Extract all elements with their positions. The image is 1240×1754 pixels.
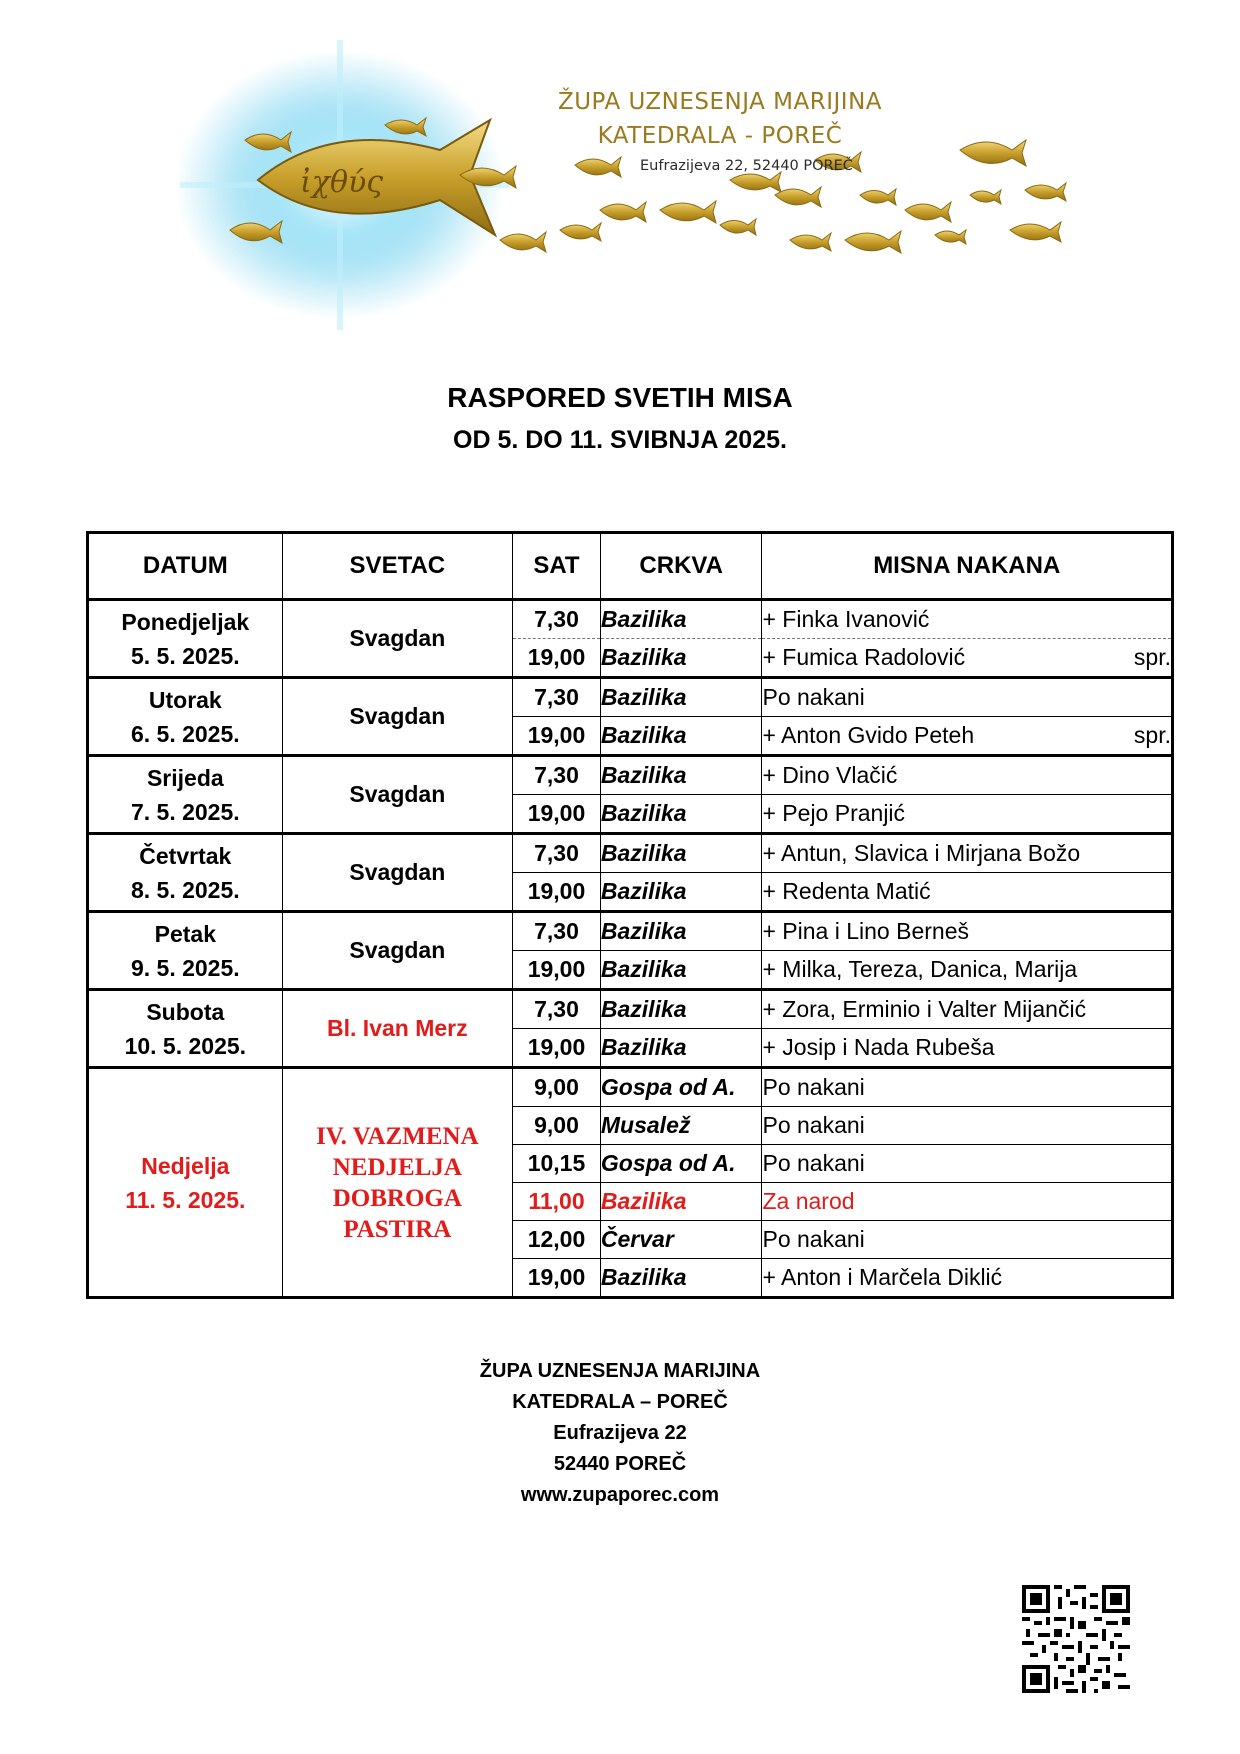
header-sat: SAT: [513, 533, 601, 600]
time-cell: 7,30: [513, 756, 601, 795]
page-title-block: [0, 376, 1240, 460]
church-cell: Bazilika: [600, 639, 762, 678]
intention-cell: [762, 678, 1173, 717]
intention-text: Po nakani: [762, 684, 865, 710]
church-cell: Bazilika: [600, 1259, 762, 1298]
intention-text: + Anton Gvido Peteh: [762, 722, 975, 748]
intention-cell: [762, 834, 1173, 873]
parish-name-block: [520, 85, 920, 179]
header-crkva: CRKVA: [600, 533, 762, 600]
date-cell: [88, 756, 283, 834]
intention-cell: [762, 795, 1173, 834]
saint-line: IV. VAZMENA: [316, 1122, 479, 1150]
time-cell: 12,00: [513, 1221, 601, 1259]
intention-text: + Redenta Matić: [762, 878, 931, 904]
intention-text: + Fumica Radolović: [762, 644, 966, 670]
time-cell: 9,00: [513, 1068, 601, 1107]
saint-cell: [282, 1068, 512, 1298]
time-cell: 7,30: [513, 834, 601, 873]
parish-address: Eufrazijeva 22, 52440 POREČ: [640, 158, 853, 174]
intention-text: Po nakani: [762, 1150, 865, 1176]
table-row: [88, 678, 1173, 717]
intention-text: + Josip i Nada Rubeša: [762, 1034, 995, 1060]
intention-note: spr.: [1133, 722, 1171, 748]
church-cell: Bazilika: [600, 756, 762, 795]
day-date: 8. 5. 2025.: [130, 876, 240, 903]
intention-text: + Zora, Erminio i Valter Mijančić: [762, 996, 1087, 1022]
page-title: RASPORED SVETIH MISA: [447, 382, 793, 413]
saint-cell: Svagdan: [282, 756, 512, 834]
church-cell: Bazilika: [600, 1029, 762, 1068]
church-cell: Červar: [600, 1221, 762, 1259]
time-cell: 10,15: [513, 1145, 601, 1183]
time-cell: 19,00: [513, 795, 601, 834]
day-date: 6. 5. 2025.: [130, 720, 240, 747]
church-cell: Bazilika: [600, 834, 762, 873]
church-cell: Bazilika: [600, 600, 762, 639]
table-row: [88, 912, 1173, 951]
intention-text: + Pejo Pranjić: [762, 800, 906, 826]
day-name: Ponedjeljak: [121, 608, 250, 635]
time-cell: 7,30: [513, 678, 601, 717]
church-cell: Bazilika: [600, 990, 762, 1029]
intention-text: Po nakani: [762, 1112, 865, 1138]
church-cell: Bazilika: [600, 1183, 762, 1221]
mass-schedule-table: [86, 531, 1174, 1299]
intention-cell: [762, 756, 1173, 795]
church-cell: Musalež: [600, 1107, 762, 1145]
day-name: Subota: [146, 998, 225, 1025]
table-row: [88, 600, 1173, 639]
intention-cell: [762, 1259, 1173, 1298]
time-cell: 7,30: [513, 912, 601, 951]
time-cell: 19,00: [513, 951, 601, 990]
day-name: Petak: [154, 920, 216, 947]
date-cell: [88, 912, 283, 990]
church-cell: Bazilika: [600, 951, 762, 990]
intention-cell: [762, 717, 1173, 756]
day-name: Utorak: [148, 686, 222, 713]
day-date: 5. 5. 2025.: [130, 642, 240, 669]
church-cell: Bazilika: [600, 873, 762, 912]
intention-cell: [762, 912, 1173, 951]
intention-text: + Antun, Slavica i Mirjana Božo: [762, 840, 1081, 866]
day-date: 11. 5. 2025.: [125, 1186, 246, 1213]
header: [0, 0, 1240, 340]
saint-cell: Svagdan: [282, 600, 512, 678]
footer-city: 52440 POREČ: [553, 1453, 687, 1475]
qr-code-icon: [1022, 1585, 1130, 1693]
parish-cathedral: KATEDRALA - POREČ: [597, 123, 843, 149]
time-cell: 9,00: [513, 1107, 601, 1145]
intention-cell: [762, 873, 1173, 912]
saint-cell: Svagdan: [282, 912, 512, 990]
intention-text: Po nakani: [762, 1226, 865, 1252]
time-cell: 7,30: [513, 990, 601, 1029]
intention-text: + Milka, Tereza, Danica, Marija: [762, 956, 1078, 982]
saint-cell: Svagdan: [282, 678, 512, 756]
date-cell: [88, 990, 283, 1068]
intention-text: + Anton i Marčela Diklić: [762, 1264, 1003, 1290]
header-datum: DATUM: [88, 533, 283, 600]
time-cell: 11,00: [513, 1183, 601, 1221]
church-cell: Bazilika: [600, 795, 762, 834]
footer-street: Eufrazijeva 22: [553, 1422, 687, 1444]
day-date: 10. 5. 2025.: [124, 1032, 247, 1059]
intention-cell: [762, 1221, 1173, 1259]
parish-name: ŽUPA UZNESENJA MARIJINA: [557, 89, 883, 115]
intention-note: spr.: [1133, 644, 1171, 670]
intention-cell: [762, 1068, 1173, 1107]
time-cell: 19,00: [513, 639, 601, 678]
date-cell: [88, 600, 283, 678]
intention-cell: [762, 1183, 1173, 1221]
footer-parish-name: ŽUPA UZNESENJA MARIJINA: [479, 1360, 761, 1382]
footer-website[interactable]: www.zupaporec.com: [520, 1484, 720, 1506]
church-cell: Bazilika: [600, 912, 762, 951]
intention-cell: [762, 1029, 1173, 1068]
footer-address: [0, 1356, 1240, 1511]
intention-cell: [762, 1145, 1173, 1183]
header-misna-nakana: MISNA NAKANA: [762, 533, 1173, 600]
saint-line: PASTIRA: [343, 1215, 452, 1243]
date-cell: [88, 678, 283, 756]
time-cell: 19,00: [513, 717, 601, 756]
saint-cell: Bl. Ivan Merz: [282, 990, 512, 1068]
time-cell: 7,30: [513, 600, 601, 639]
table-header-row: [88, 533, 1173, 600]
intention-cell: [762, 951, 1173, 990]
day-name: Četvrtak: [139, 842, 232, 869]
saint-cell: Svagdan: [282, 834, 512, 912]
table-row: [88, 1068, 1173, 1107]
day-date: 9. 5. 2025.: [130, 954, 240, 981]
day-date: 7. 5. 2025.: [130, 798, 240, 825]
time-cell: 19,00: [513, 873, 601, 912]
date-cell: [88, 834, 283, 912]
church-cell: Bazilika: [600, 717, 762, 756]
church-cell: Gospa od A.: [600, 1068, 762, 1107]
intention-cell: [762, 990, 1173, 1029]
time-cell: 19,00: [513, 1029, 601, 1068]
logo-text: ἰχθύς: [300, 165, 384, 200]
saint-line: NEDJELJA: [332, 1153, 462, 1181]
intention-text: Za narod: [762, 1188, 855, 1214]
table-row: [88, 756, 1173, 795]
intention-text: + Finka Ivanović: [762, 606, 930, 632]
church-cell: Bazilika: [600, 678, 762, 717]
header-svetac: SVETAC: [282, 533, 512, 600]
day-name: Nedjelja: [141, 1152, 230, 1179]
intention-cell: [762, 600, 1173, 639]
intention-text: + Dino Vlačić: [762, 762, 898, 788]
table-row: [88, 834, 1173, 873]
intention-text: + Pina i Lino Berneš: [762, 918, 969, 944]
page-subtitle: OD 5. DO 11. SVIBNJA 2025.: [453, 426, 787, 454]
intention-cell: [762, 1107, 1173, 1145]
time-cell: 19,00: [513, 1259, 601, 1298]
intention-text: Po nakani: [762, 1074, 865, 1100]
church-cell: Gospa od A.: [600, 1145, 762, 1183]
intention-cell: [762, 639, 1173, 678]
day-name: Srijeda: [146, 764, 224, 791]
saint-line: DOBROGA: [332, 1184, 462, 1212]
date-cell: [88, 1068, 283, 1298]
table-row: [88, 990, 1173, 1029]
footer-cathedral: KATEDRALA – POREČ: [512, 1391, 728, 1413]
